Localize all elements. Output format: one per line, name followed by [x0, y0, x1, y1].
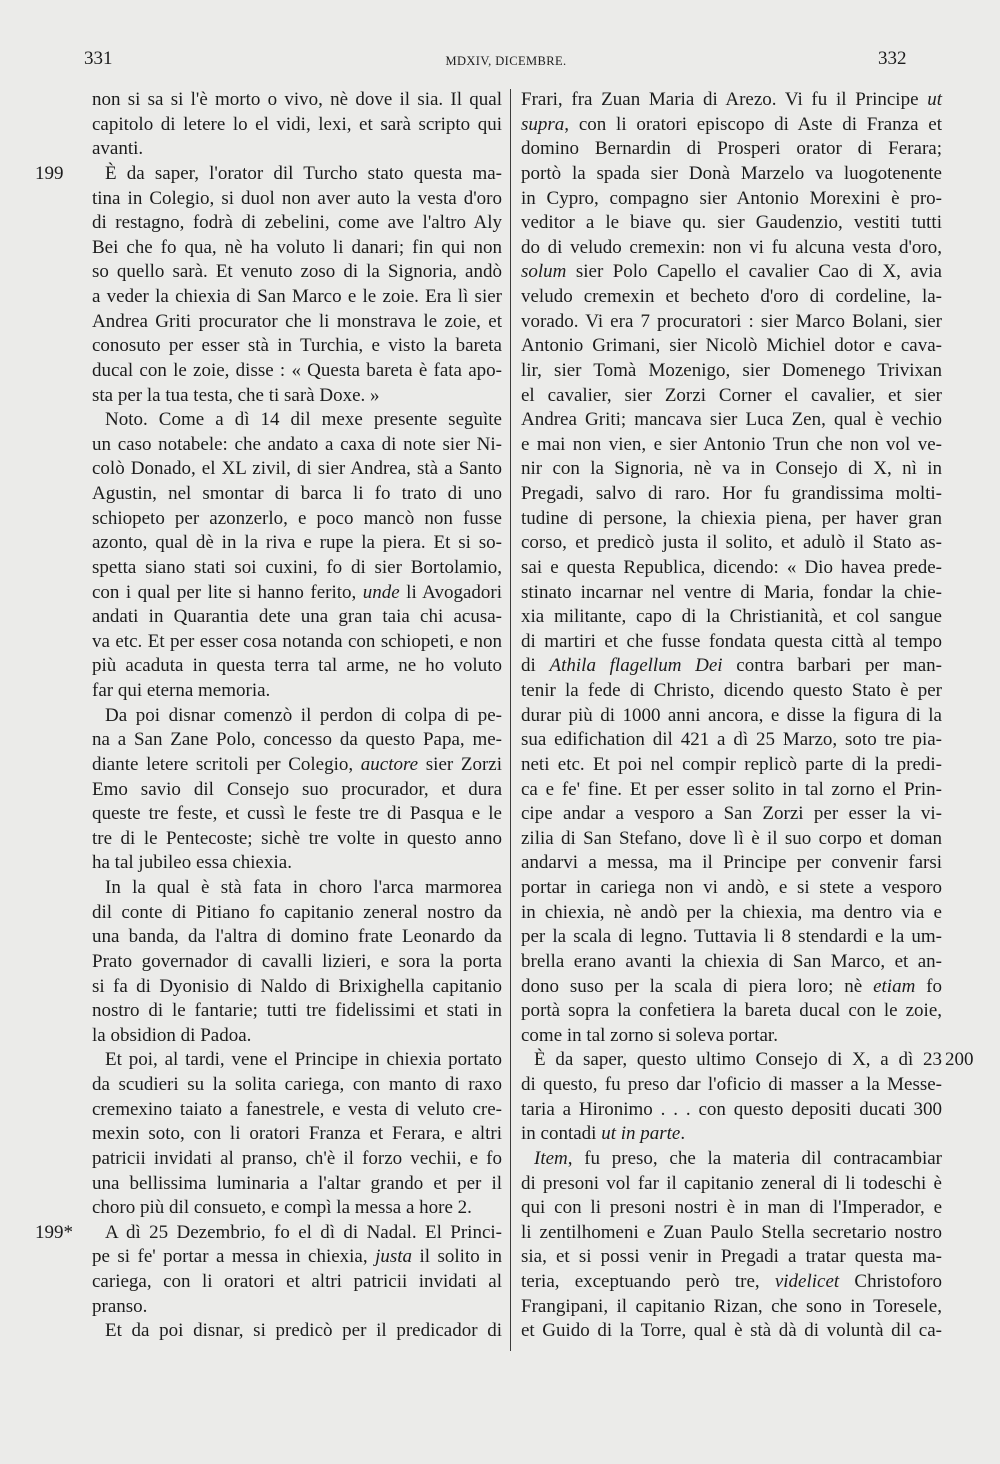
line-text — [92, 1246, 502, 1267]
line-text: tenir la fede di Christo, dicendo questo Stato è per — [521, 680, 942, 701]
line-text: ducal con le zoie, disse : « Questa bareta è fata apo- — [92, 359, 502, 381]
text-line — [521, 1147, 942, 1172]
text-line — [92, 1122, 502, 1147]
text-segment: Frari, fra Zuan Maria di Arezo. Vi fu il Principe — [521, 89, 928, 110]
text-line — [521, 162, 942, 187]
line-text: cariega, con li oratori et altri patricii invidati al — [92, 1271, 502, 1292]
left-column — [35, 88, 502, 1344]
text-line — [521, 1221, 942, 1246]
line-text: corso, et predicò justa il solito, et adulò il Stato as- — [521, 532, 942, 554]
line-text — [92, 582, 502, 603]
italic-text: supra — [521, 113, 565, 135]
text-line — [521, 728, 942, 753]
text-line — [92, 384, 502, 409]
line-text: na a San Zane Polo, concesso da questo Papa, me- — [92, 729, 502, 751]
text-line — [92, 778, 502, 803]
text-line — [521, 433, 942, 458]
text-line — [521, 137, 942, 162]
text-line — [521, 1098, 942, 1123]
text-line — [521, 1319, 942, 1344]
text-line — [92, 1024, 502, 1049]
line-text: stinato incarnar nel ventre di Maria, fondar la chie- — [521, 581, 942, 603]
text-line — [35, 1221, 502, 1246]
line-text: cipe andar a vesporo a San Zorzi per esser la vi- — [521, 803, 942, 825]
text-line — [92, 925, 502, 950]
line-text: È da saper, l'orator dil Turcho stato questa ma- — [105, 162, 502, 184]
line-text: per la scala di legno. Tuttavia li 8 stendardi e la um- — [521, 926, 942, 948]
text-line — [92, 433, 502, 458]
text-segment: dono suso per la scala di piera loro; nè — [521, 975, 874, 997]
text-segment: il solito in — [412, 1246, 502, 1268]
text-line — [92, 654, 502, 679]
text-line — [92, 1073, 502, 1098]
line-text: la obsidion di Padoa. — [92, 1024, 252, 1046]
text-line — [92, 753, 502, 778]
right-column — [521, 88, 974, 1344]
text-line — [521, 1196, 942, 1221]
text-segment: pe si fe' portar a messa in chiexia, — [92, 1246, 376, 1268]
text-segment: . — [680, 1123, 686, 1145]
text-line — [521, 260, 942, 285]
line-text: sia, et si possi venir in Pregadi a tratar questa ma- — [521, 1246, 942, 1268]
line-text: un caso notabele: che andato a caxa di note sier Ni- — [92, 433, 502, 455]
line-text: andarvi a messa, ma il Principe per convenir farsi — [521, 852, 942, 874]
text-line — [92, 334, 502, 359]
text-line — [92, 236, 502, 261]
text-line — [92, 851, 502, 876]
text-line — [521, 581, 942, 606]
text-line — [92, 581, 502, 606]
text-line — [92, 679, 502, 704]
line-text: sai e questa Republica, dicendo: « Dio havea prede- — [521, 556, 942, 578]
text-line — [521, 654, 942, 679]
line-text: azonto, qual dè in la riva e rupe la piera. Et si so- — [92, 532, 502, 554]
line-text: di questo, fu preso dar l'oficio di masser a la Messe- — [521, 1074, 942, 1095]
text-line — [92, 827, 502, 852]
text-segment: in contadi — [521, 1123, 602, 1145]
text-line — [521, 531, 942, 556]
text-line — [92, 876, 502, 901]
italic-text: ut — [927, 89, 942, 110]
text-line — [521, 704, 942, 729]
text-segment: sier Zorzi — [418, 753, 502, 775]
line-text: Prato governador di cavalli lizieri, e sora la porta — [92, 950, 502, 972]
line-text: tina in Colegio, si duol non aver auto la vesta d'oro — [92, 187, 502, 209]
text-segment: teria, exceptuando però tre, — [521, 1271, 775, 1292]
line-text: di martiri et che fusse fondata questa città al tempo — [521, 630, 942, 652]
text-line — [92, 285, 502, 310]
text-line — [521, 334, 942, 359]
line-text: choro più dil consueto, e compì la messa a hore 2. — [92, 1197, 472, 1219]
text-segment: fo — [915, 975, 942, 997]
line-text: el cavalier, sier Zorzi Corner el cavalier, et sier — [521, 384, 942, 406]
text-line — [92, 975, 502, 1000]
text-segment: , con li oratori episcopo di Aste di Franza et — [564, 113, 942, 135]
text-segment: contra barbari per man- — [722, 655, 942, 677]
italic-text: solum — [521, 261, 567, 283]
line-text: non si sa si l'è morto o vivo, nè dove il sia. Il qual — [92, 89, 502, 110]
line-text: zilia di San Stefano, dove lì è il suo corpo et doman — [521, 827, 942, 849]
text-line — [35, 162, 502, 187]
text-line — [521, 359, 942, 384]
text-line — [521, 556, 942, 581]
text-line — [521, 851, 942, 876]
text-line — [521, 457, 942, 482]
line-text — [521, 89, 942, 110]
line-text: Andrea Griti; mancava sier Luca Zen, qual è vechio — [521, 409, 942, 431]
text-line — [521, 950, 942, 975]
folio-marker: 200 — [945, 1049, 974, 1071]
line-text: Et da poi disnar, si predicò per il predicador di — [105, 1320, 502, 1342]
italic-text: justa — [375, 1246, 413, 1268]
text-line — [92, 531, 502, 556]
line-text: dil conte di Pitiano fo capitanio zeneral nostro da — [92, 901, 502, 923]
text-line — [92, 728, 502, 753]
line-text: cremexino taiato a fanestrele, e vesta di veluto cre- — [92, 1098, 502, 1120]
italic-text: Item — [534, 1147, 568, 1169]
text-line — [521, 285, 942, 310]
text-line — [92, 704, 502, 729]
line-text: taria a Hironimo . . . con questo depositi ducati 300 — [521, 1098, 942, 1120]
line-text: vorado. Vi era 7 procuratori : sier Marco Bolani, sier — [521, 310, 942, 332]
line-text: va etc. Et per esser cosa notanda con schiopeti, e non — [92, 630, 502, 652]
text-line — [92, 310, 502, 335]
text-line — [521, 1270, 942, 1295]
text-line — [521, 1295, 942, 1320]
text-line — [92, 359, 502, 384]
text-segment: diante letere scritoli per Colegio, — [92, 753, 361, 775]
line-text: capitolo di letere lo el vidi, lexi, et sarà scripto qui — [92, 113, 502, 135]
line-text: so quello sarà. Et venuto zoso di la Signoria, andò — [92, 261, 502, 283]
text-line — [92, 1270, 502, 1295]
line-text — [521, 261, 942, 282]
column-divider — [510, 89, 511, 1351]
line-text: veludo cremexin et becheto d'oro di cordeline, la- — [521, 286, 942, 307]
line-text: spetta siano stati soi cuxini, fo di sier Bortolamio, — [92, 556, 502, 578]
text-segment: li Avogadori — [399, 581, 502, 603]
text-line — [521, 901, 942, 926]
line-text: Et poi, al tardi, vene el Principe in chiexia portato — [105, 1049, 502, 1071]
italic-text: Athila flagellum Dei — [549, 655, 723, 677]
line-text: tudine di persone, la chiexia piena, per haver gran — [521, 507, 942, 529]
text-line — [92, 187, 502, 212]
line-text: nostro di le fantarie; tutti tre fidelissimi et stati in — [92, 1000, 502, 1022]
text-line — [521, 753, 942, 778]
italic-text: etiam — [873, 975, 916, 997]
line-text: Da poi disnar comenzò il perdon di colpa di pe- — [105, 704, 502, 726]
line-text: brella erano avanti la chiexia di San Marco, et an- — [521, 950, 942, 972]
text-line — [92, 1245, 502, 1270]
line-text: in Cypro, compagno sier Antonio Morexini è pro- — [521, 187, 942, 209]
text-line — [92, 137, 502, 162]
line-text: qui con li presoni nostri è in man di l'Imperador, e — [521, 1197, 942, 1219]
text-line — [521, 802, 942, 827]
text-segment: con i qual per lite si hanno ferito, — [92, 581, 363, 603]
text-line — [92, 260, 502, 285]
line-text: e mai non vien, e sier Antonio Trun che non vol ve- — [521, 433, 942, 455]
text-line — [92, 1048, 502, 1073]
line-text: portò la spada sier Donà Marzelo va luogotenente — [521, 162, 942, 184]
text-line — [92, 113, 502, 138]
text-segment: sier Polo Capello el cavalier Cao di X, avia — [566, 261, 942, 283]
italic-text: unde — [362, 581, 400, 603]
text-line — [521, 1073, 942, 1098]
text-line — [92, 950, 502, 975]
text-line — [92, 901, 502, 926]
text-line — [92, 211, 502, 236]
text-line — [92, 482, 502, 507]
line-text: A dì 25 Dezembrio, fo el dì di Nadal. El Princi- — [105, 1221, 502, 1243]
line-text: di restagno, fodrà di zebelini, come ave l'altro Aly — [92, 212, 502, 234]
line-text: ca e fe' fine. Et per esser solito in tal zorno el Prin- — [521, 778, 942, 800]
text-line — [521, 1245, 942, 1270]
line-text: sta per la tua testa, che ti sarà Doxe. » — [92, 384, 380, 406]
text-line — [521, 113, 942, 138]
text-line — [521, 211, 942, 236]
text-line — [92, 1319, 502, 1344]
line-text: una banda, da l'altra di domino frate Leonardo da — [92, 926, 502, 948]
line-text: pranso. — [92, 1295, 148, 1317]
line-text: da scudieri su la solita cariega, con manto di raxo — [92, 1074, 502, 1095]
text-line — [521, 605, 942, 630]
text-line — [521, 975, 942, 1000]
line-text: queste tre feste, et cussì le feste tre di Pasqua e le — [92, 803, 502, 825]
line-text: li zentilhomeni e Zuan Paulo Stella secretario nostro — [521, 1221, 942, 1243]
line-text: nir con la Signoria, nè va in Consejo di X, nì in — [521, 458, 942, 480]
text-segment: Christoforo — [839, 1271, 943, 1292]
text-segment: di — [521, 655, 550, 677]
text-line — [521, 778, 942, 803]
line-text: avanti. — [92, 138, 144, 160]
line-text — [521, 1123, 685, 1144]
line-text — [92, 754, 502, 775]
text-line — [92, 457, 502, 482]
text-line — [521, 1024, 942, 1049]
line-text: colò Donado, el XL zivil, di sier Andrea, stà a Santo — [92, 458, 502, 480]
line-text: Andrea Griti procurator che li monstrava le zoie, et — [92, 310, 502, 332]
line-text: di presoni vol far il capitanio zeneral di li todeschi è — [521, 1172, 942, 1194]
text-line — [92, 1172, 502, 1197]
line-text: xia militante, capo di la Christianità, et col sangue — [521, 606, 942, 628]
italic-text: auctore — [360, 753, 419, 775]
italic-text: ut in parte — [601, 1123, 681, 1145]
text-line — [521, 482, 942, 507]
line-text: Pregadi, salvo di raro. Hor fu grandissima molti- — [521, 483, 942, 504]
line-text: Emo savio dil Consejo suo procurador, et dura — [92, 778, 502, 800]
line-text: si fa di Dyonisio di Naldo di Brixighella capitanio — [92, 975, 502, 997]
italic-text: videlicet — [774, 1271, 840, 1292]
text-line — [521, 630, 942, 655]
line-text: durar più di 1000 anni ancora, e disse la figura di la — [521, 704, 942, 726]
folio-marker: 199 — [35, 162, 64, 184]
line-text: Noto. Come a dì 14 dil mexe presente seguìte — [105, 409, 502, 431]
text-line — [521, 999, 942, 1024]
line-text: veditor a le biave qu. sier Gaudenzio, vestiti tutti — [521, 212, 942, 234]
text-line — [521, 1122, 942, 1147]
line-text — [521, 655, 942, 676]
text-line — [521, 88, 942, 113]
text-line — [92, 802, 502, 827]
line-text: Agustin, nel smontar di barca li fo trato di uno — [92, 483, 502, 504]
text-line — [92, 605, 502, 630]
text-line — [92, 1196, 502, 1221]
text-line — [521, 679, 942, 704]
line-text: schiopeto per azonzerlo, e poco mancò non fusse — [92, 507, 502, 529]
text-line — [92, 1098, 502, 1123]
line-text: più acaduta in questa terra tal arme, ne ho voluto — [92, 655, 502, 677]
line-text: far qui eterna memoria. — [92, 680, 271, 701]
folio-marker: 199* — [35, 1221, 73, 1243]
line-text — [521, 1271, 942, 1292]
line-text: come in tal zorno si soleva portar. — [521, 1024, 778, 1046]
line-text: In la qual è stà fata in choro l'arca marmorea — [105, 877, 502, 898]
text-line — [521, 310, 942, 335]
text-line — [521, 187, 942, 212]
line-text: conosuto per esser stà in Turchia, e visto la bareta — [92, 335, 502, 357]
text-line — [521, 925, 942, 950]
line-text: do di veludo cremexin: non vi fu alcuna vesta d'oro, — [521, 236, 942, 258]
line-text: Bei che fo qua, nè ha voluto li danari; fin qui non — [92, 236, 502, 258]
text-line — [92, 1295, 502, 1320]
line-text — [534, 1148, 942, 1169]
text-segment: , fu preso, che la materia dil contracambiar — [567, 1147, 942, 1169]
line-text: Frangipani, il capitanio Rizan, che sono in Toresele, — [521, 1295, 942, 1317]
text-line — [521, 408, 942, 433]
line-text: et Guido di la Torre, qual è stà dà di voluntà dil ca- — [521, 1320, 942, 1342]
text-line — [521, 1172, 942, 1197]
line-text: patricii invidati al pranso, ch'è il forzo vechii, e fo — [92, 1147, 502, 1169]
line-text: a veder la chiexia di San Marco e le zoie. Era lì sier — [92, 286, 502, 307]
text-line — [521, 1048, 974, 1073]
text-line — [521, 876, 942, 901]
line-text: mexin soto, con li oratori Franza et Ferara, e altri — [92, 1123, 502, 1145]
text-line — [92, 999, 502, 1024]
line-text: tre di le Pentecoste; sichè tre volte in questo anno — [92, 827, 502, 849]
line-text: sua edifichation dil 421 a dì 25 Marzo, soto tre pia- — [521, 729, 942, 751]
line-text — [521, 114, 942, 135]
text-line — [92, 507, 502, 532]
text-line — [92, 630, 502, 655]
line-text: domino Bernardin di Prosperi orator di Ferara; — [521, 138, 942, 160]
page-number-left: 331 — [84, 48, 113, 69]
text-line — [92, 556, 502, 581]
running-title: MDXIV, DICEMBRE. — [445, 54, 567, 68]
line-text: ha tal jubileo essa chiexia. — [92, 852, 292, 874]
text-line — [92, 1147, 502, 1172]
text-line — [521, 236, 942, 261]
line-text: È da saper, questo ultimo Consejo di X, a dì 23 — [534, 1049, 942, 1071]
line-text: andati in Quarantia dete una gran taia chi acusa- — [92, 606, 502, 628]
line-text: una bellissima luminaria a l'altar grando et per il — [92, 1172, 502, 1194]
line-text — [521, 976, 942, 997]
line-text: Antonio Grimani, sier Nicolò Michiel dotor e cava- — [521, 335, 942, 357]
line-text: portà sopra la confetiera la bareta ducal con le zoie, — [521, 1000, 942, 1022]
text-line — [92, 408, 502, 433]
text-line — [521, 827, 942, 852]
line-text: in chiexia, nè andò per la chiexia, ma dentro via e — [521, 901, 942, 923]
text-line — [92, 88, 502, 113]
text-line — [521, 384, 942, 409]
line-text: lir, sier Tomà Mozenigo, sier Domenego Trivixan — [521, 359, 942, 381]
page-number-right: 332 — [878, 48, 907, 69]
text-line — [521, 507, 942, 532]
line-text: portar in cariega non vi andò, e si stete a vesporo — [521, 877, 942, 898]
line-text: neti etc. Et poi nel compir replicò parte di la predi- — [521, 753, 942, 775]
